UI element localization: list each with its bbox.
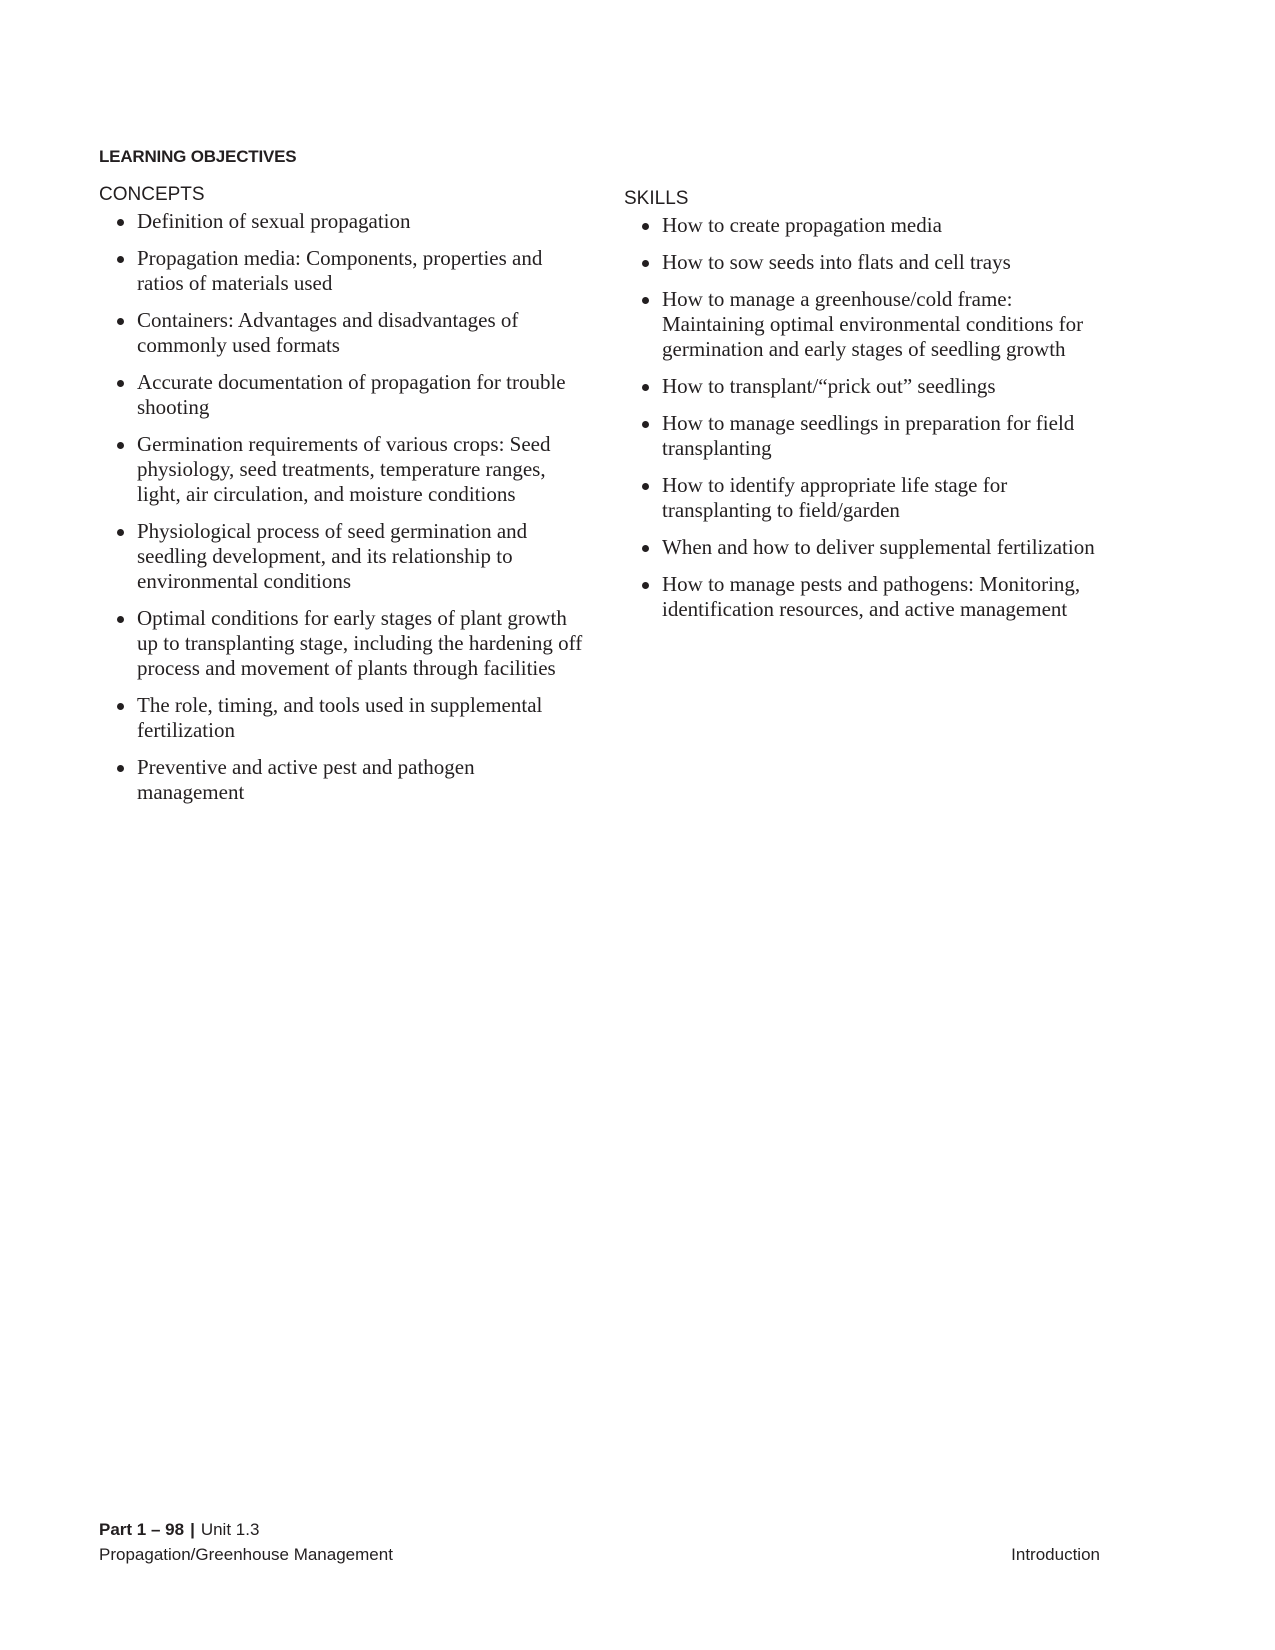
unit-number: Unit 1.3 bbox=[200, 1520, 260, 1539]
concepts-title: CONCEPTS bbox=[99, 184, 205, 205]
unit-title: Propagation/Greenhouse Management bbox=[99, 1545, 393, 1564]
list-item: How to manage pests and pathogens: Monitoring, identification resources, and active management bbox=[624, 572, 1108, 622]
section-label: Introduction bbox=[1011, 1545, 1100, 1564]
list-item: How to manage a greenhouse/cold frame: Maintaining optimal environmental conditions for germination and early stages of seedling growth bbox=[624, 287, 1108, 362]
list-item: How to identify appropriate life stage for transplanting to field/garden bbox=[624, 473, 1108, 523]
list-item: How to transplant/“prick out” seedlings bbox=[624, 374, 1108, 399]
list-item: Physiological process of seed germination and seedling development, and its relationship to environmental conditions bbox=[99, 519, 583, 594]
list-item: The role, timing, and tools used in supplemental fertilization bbox=[99, 693, 583, 743]
list-item: Preventive and active pest and pathogen management bbox=[99, 755, 583, 805]
list-item: How to create propagation media bbox=[624, 213, 1108, 238]
skills-list bbox=[624, 213, 1124, 622]
list-item: Containers: Advantages and disadvantages of commonly used formats bbox=[99, 308, 583, 358]
list-item: Accurate documentation of propagation for trouble shooting bbox=[99, 370, 583, 420]
list-item: Optimal conditions for early stages of plant growth up to transplanting stage, including the hardening off process and movement of plants through facilities bbox=[99, 606, 583, 681]
section-heading: LEARNING OBJECTIVES bbox=[99, 147, 297, 166]
concepts-column bbox=[99, 183, 599, 817]
list-item: How to sow seeds into flats and cell trays bbox=[624, 250, 1108, 275]
skills-column bbox=[624, 187, 1124, 634]
footer-part-line bbox=[99, 1517, 393, 1542]
list-item: Germination requirements of various crops: Seed physiology, seed treatments, temperature ranges, light, air circulation, and moisture conditions bbox=[99, 432, 583, 507]
list-item: How to manage seedlings in preparation for field transplanting bbox=[624, 411, 1108, 461]
list-item: Propagation media: Components, properties and ratios of materials used bbox=[99, 246, 583, 296]
page-number: Part 1 – 98 bbox=[99, 1520, 185, 1539]
footer-left bbox=[99, 1517, 393, 1567]
concepts-list bbox=[99, 209, 599, 805]
footer-separator: | bbox=[190, 1520, 195, 1539]
skills-title: SKILLS bbox=[624, 188, 689, 209]
list-item: When and how to deliver supplemental fertilization bbox=[624, 535, 1108, 560]
list-item: Definition of sexual propagation bbox=[99, 209, 583, 234]
